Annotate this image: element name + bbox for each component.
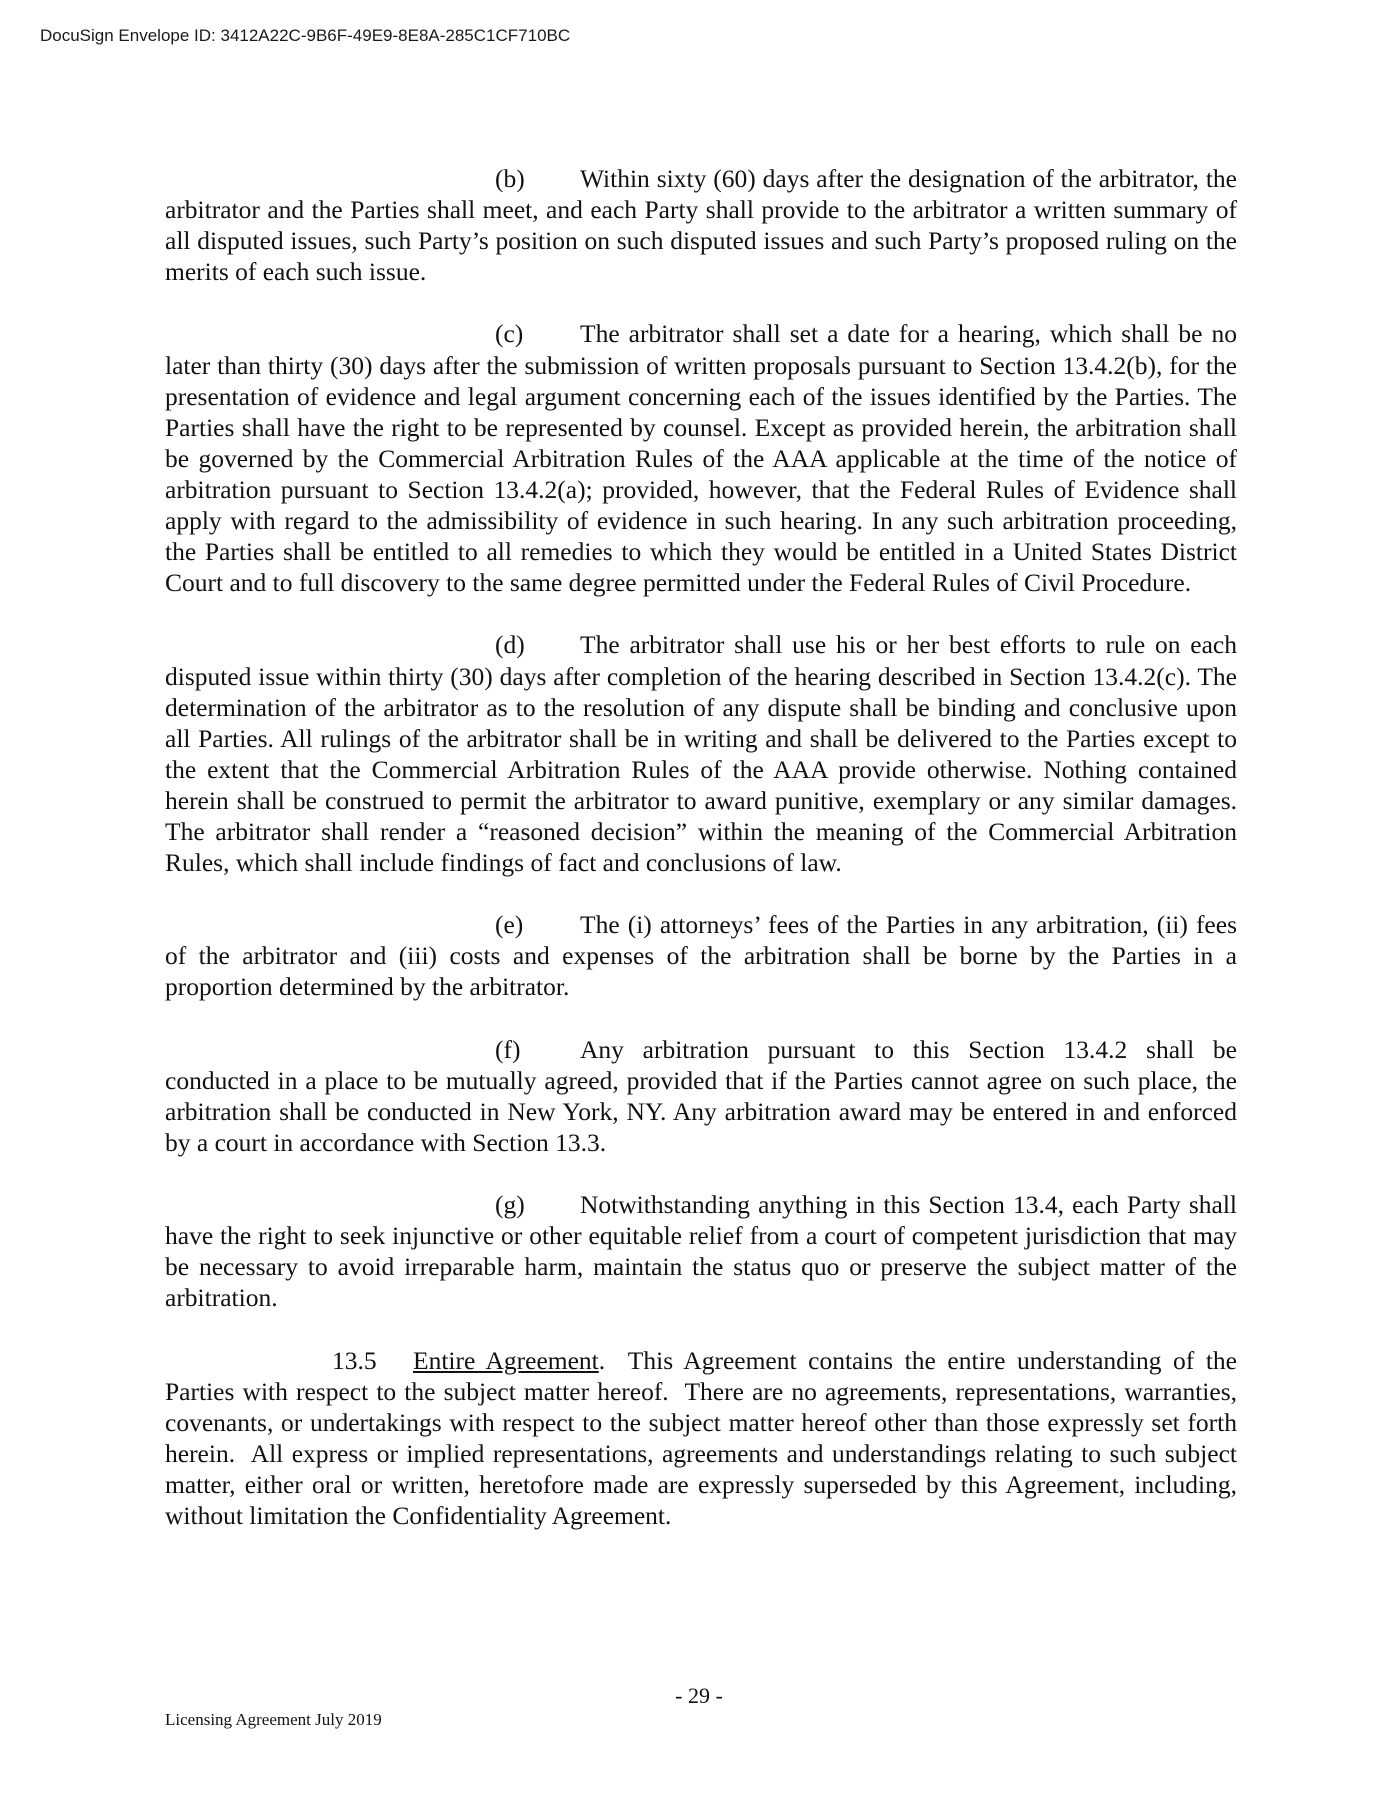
paragraph-label: (e) [495,910,524,940]
paragraph-text: Within sixty (60) days after the designation of the arbitrator, the arbitrator and the Parties shall meet, and each Party shall provide to the arbitrator a written summary of all disputed issues, such Party’s position on such disputed issues and such Party’s proposed ruling on the merits of each such issue. [165,164,1237,287]
paragraph-text: Notwithstanding anything in this Section 13.4, each Party shall have the right to seek injunctive or other equitable relief from a court of competent jurisdiction that may be necessary to avoid irreparable harm, maintain the status quo or preserve the subject matter of the arbitration. [165,1190,1237,1313]
paragraph-f [165,1034,1237,1158]
section-heading: Entire Agreement [413,1345,599,1375]
paragraph-g [165,1189,1237,1313]
section-number: 13.5 [332,1345,377,1375]
paragraph-b [165,163,1237,287]
paragraph-label: (f) [495,1034,521,1064]
paragraph-text: The arbitrator shall set a date for a hearing, which shall be no later than thirty (30) days after the submission of written proposals pursuant to Section 13.4.2(b), for the presentation of evidence and legal argument concerning each of the issues identified by the Parties. The Parties shall have the right to be represented by counsel. Except as provided herein, the arbitration shall be governed by the Commercial Arbitration Rules of the AAA applicable at the time of the notice of arbitration pursuant to Section 13.4.2(a); provided, however, that the Federal Rules of Evidence shall apply with regard to the admissibility of evidence in such hearing. In any such arbitration proceeding, the Parties shall be entitled to all remedies to which they would be entitled in a United States District Court and to full discovery to the same degree permitted under the Federal Rules of Civil Procedure. [165,319,1237,598]
section-text: This Agreement contains the entire understanding of the Parties with respect to the subject matter hereof. There are no agreements, representations, warranties, covenants, or undertakings with respect to the subject matter hereof other than those expressly set forth herein. All express or implied representations, agreements and understandings relating to such subject matter, either oral or written, heretofore made are expressly superseded by this Agreement, including, without limitation the Confidentiality Agreement. [165,1345,1244,1531]
paragraph-label: (d) [495,630,525,660]
document-body [165,163,1244,1531]
section-heading-suffix: . [598,1345,606,1375]
paragraph-c [165,318,1237,598]
paragraph-text: Any arbitration pursuant to this Section 13.4.2 shall be conducted in a place to be mutually agreed, provided that if the Parties cannot agree on such place, the arbitration shall be conducted in New York, NY. Any arbitration award may be entered in and enforced by a court in accordance with Section 13.3. [165,1034,1237,1157]
paragraph-label: (b) [495,164,525,193]
paragraph-label: (c) [495,319,524,349]
paragraph-text: The (i) attorneys’ fees of the Parties in any arbitration, (ii) fees of the arbitrator and (iii) costs and expenses of the arbitration shall be borne by the Parties in a proportion determined by the arbitrator. [165,910,1237,1002]
paragraph-e [165,909,1237,1002]
paragraph-d [165,629,1237,878]
page-number: - 29 - [675,1683,723,1708]
docusign-envelope-id: DocuSign Envelope ID: 3412A22C-9B6F-49E9-8E8A-285C1CF710BC [40,26,571,45]
footer-document-title: Licensing Agreement July 2019 [165,1710,382,1729]
paragraph-text: The arbitrator shall use his or her best efforts to rule on each disputed issue within thirty (30) days after completion of the hearing described in Section 13.4.2(c). The determination of the arbitrator as to the resolution of any dispute shall be binding and conclusive upon all Parties. All rulings of the arbitrator shall be in writing and shall be delivered to the Parties except to the extent that the Commercial Arbitration Rules of the AAA provide otherwise. Nothing contained herein shall be construed to permit the arbitrator to award punitive, exemplary or any similar damages. The arbitrator shall render a “reasoned decision” within the meaning of the Commercial Arbitration Rules, which shall include findings of fact and conclusions of law. [165,630,1237,878]
paragraph-label: (g) [495,1190,525,1220]
section-13-5 [165,1345,1244,1532]
